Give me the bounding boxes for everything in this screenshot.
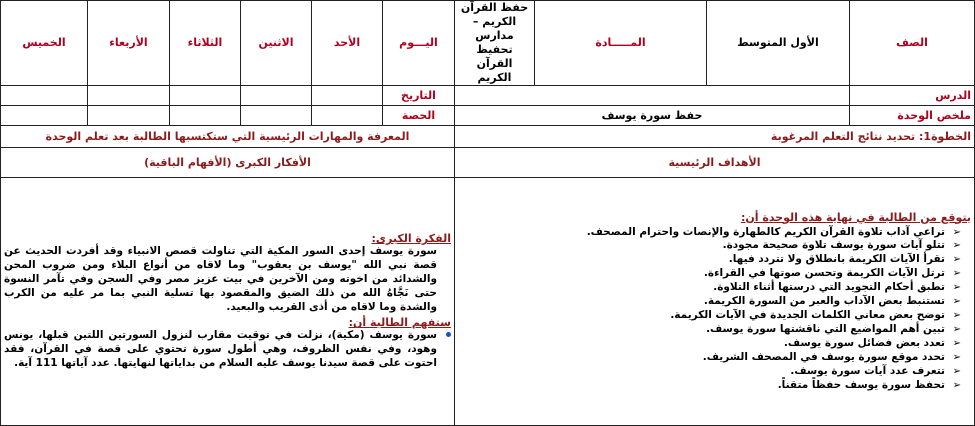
day-sunday: الأحد: [312, 1, 383, 86]
arrow-bullet-icon: ➢: [952, 337, 961, 349]
big-ideas-heading: الأفكار الكبرى (الأفهام الباقية): [1, 148, 455, 178]
grade-label: الصف: [850, 1, 975, 86]
goal-text: تحفظ سورة يوسف حفظاً متقناً.: [777, 378, 945, 391]
arrow-bullet-icon: ➢: [952, 282, 961, 294]
period-cell-2: [241, 106, 312, 126]
day-monday: الاثنين: [241, 1, 312, 86]
date-cell-3: [170, 86, 241, 106]
period-cell-3: [170, 106, 241, 126]
bullet-dot-icon: [446, 332, 451, 337]
goal-item: [458, 323, 971, 337]
goal-text: تقرأ الآيات الكريمة بانطلاق ولا تتردد فيها.: [728, 253, 945, 266]
day-thursday: الخميس: [1, 1, 88, 86]
big-idea-cell: [1, 178, 455, 426]
date-label: التاريخ: [383, 86, 455, 106]
goal-item: [458, 267, 971, 281]
arrow-bullet-icon: ➢: [952, 351, 961, 363]
goal-text: توضح بعض معاني الكلمات الجديدة في الآيات الكريمة.: [670, 309, 945, 321]
inquiry-heading: ستفهم الطالبة أن:: [348, 316, 451, 330]
period-cell-1: [312, 106, 383, 126]
date-cell-1: [312, 86, 383, 106]
day-tuesday: الثلاثاء: [170, 1, 241, 86]
goal-text: تعدد بعض فضائل سورة يوسف.: [783, 336, 945, 349]
lesson-value: [455, 86, 850, 106]
goal-text: تحدد موقع سورة يوسف في المصحف الشريف.: [702, 350, 945, 363]
arrow-bullet-icon: ➢: [952, 310, 961, 321]
unit-summary-value: حفظ سورة يوسف: [455, 106, 850, 126]
arrow-bullet-icon: ➢: [952, 323, 961, 335]
goal-item: [458, 281, 971, 295]
goal-item: [458, 351, 971, 365]
subject-label: المـــــادة: [535, 1, 707, 86]
inquiry-text: سورة يوسف (مكية)، نزلت في توقيت مقارب لنزول السورتين اللتين قبلها، يونس وهود، وفي نفس الظروف، وهي أطول سورة تحتوي على قصة في القرآن، فقد احتوت على قصة سيدنا يوسف عليه السلام من بداياتها لنهايتها. عدد آياتها 111 آية.: [4, 329, 437, 369]
arrow-bullet-icon: ➢: [952, 240, 961, 252]
unit-summary-label: ملخص الوحدة: [850, 106, 975, 126]
day-wednesday: الأربعاء: [88, 1, 170, 86]
arrow-bullet-icon: ➢: [952, 296, 961, 308]
goal-item: [458, 309, 971, 323]
goal-item: [458, 337, 971, 351]
goals-intro: يتوقع من الطالبة في نهاية هذه الوحدة أن:: [740, 210, 971, 224]
big-idea-heading: الفكرة الكبرى:: [371, 232, 451, 246]
goal-text: تتلو آيات سورة يوسف تلاوة صحيحة مجودة.: [722, 239, 945, 252]
goal-text: تتعرف عدد آيات سورة يوسف.: [790, 364, 945, 377]
arrow-bullet-icon: ➢: [952, 268, 961, 280]
goal-item: [458, 379, 971, 393]
goals-list: [458, 226, 971, 393]
subject-value: حفظ القرآن الكريم – مدارس تحفيظ القرآن الكريم: [455, 1, 535, 86]
goal-text: تبين أهم المواضيع التي ناقشتها سورة يوسف.: [706, 322, 945, 335]
goal-item: [458, 365, 971, 379]
goal-text: تطبق أحكام التجويد التي درستها أثناء التلاوة.: [713, 281, 945, 294]
goal-text: ترتل الآيات الكريمة وتحسن صوتها في القراءة.: [703, 267, 945, 280]
arrow-bullet-icon: ➢: [952, 379, 961, 391]
date-cell-4: [88, 86, 170, 106]
arrow-bullet-icon: ➢: [952, 365, 961, 377]
period-label: الحصة: [383, 106, 455, 126]
inquiry-block: [4, 329, 451, 370]
big-idea-text: سورة يوسف إحدى السور المكية التي تناولت قصص الانبياء وقد أفردت الحديث عن قصة نبي الله "يوسف بن يعقوب" وما لاقاه من أنواع البلاء ومن ضروب المحن والشدائد من اخوته ومن الآخرين في بيت عزيز مصر وفي السجن وفي تآمر النسوة حتى نَجَّاهُ الله من ذلك الضيق والمقصود بها تسلية النبي بما مر عليه من الكرب والشدة وما لاقاه من أذى القريب والبعيد.: [4, 245, 437, 313]
goal-item: [458, 295, 971, 309]
main-goals-heading: الأهداف الرئيسية: [455, 148, 975, 178]
goals-cell: [455, 178, 975, 426]
step-title: الخطوة1: تحديد نتائج التعلم المرغوبة: [455, 126, 975, 148]
period-cell-4: [88, 106, 170, 126]
goal-item: [458, 253, 971, 267]
arrow-bullet-icon: ➢: [952, 254, 961, 266]
period-cell-5: [1, 106, 88, 126]
knowledge-title: المعرفة والمهارات الرئيسية التي ستكتسبها الطالبة بعد تعلم الوحدة: [1, 126, 455, 148]
goal-text: تراعي آداب تلاوة القرآن الكريم كالطهارة والإنصات واحترام المصحف.: [586, 225, 945, 238]
arrow-bullet-icon: ➢: [952, 226, 961, 238]
date-cell-5: [1, 86, 88, 106]
goal-item: [458, 226, 971, 240]
goal-item: [458, 239, 971, 253]
goal-text: تستنبط بعض الآداب والعبر من السورة الكريمة.: [703, 295, 945, 308]
grade-value: الأول المتوسط: [707, 1, 850, 86]
day-label: اليـــوم: [383, 1, 455, 86]
date-cell-2: [241, 86, 312, 106]
lesson-label: الدرس: [850, 86, 975, 106]
